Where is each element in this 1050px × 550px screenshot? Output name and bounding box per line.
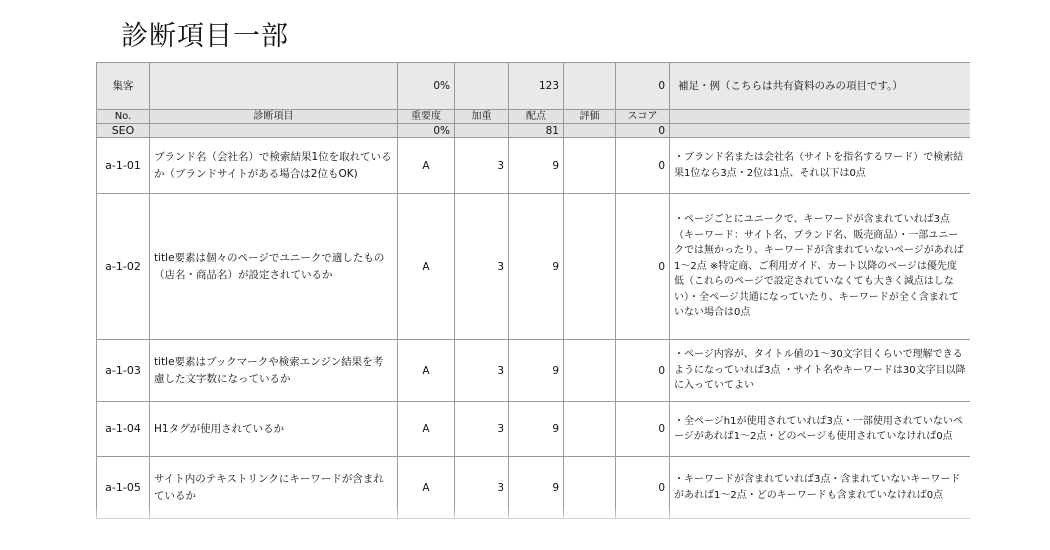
row-note: ・全ページh1が使用されていれば3点・一部使用されていないページがあれば1〜2点・どのページも使用されていなければ0点 — [670, 402, 971, 457]
table-row — [97, 138, 971, 194]
group-score: 0 — [616, 63, 670, 110]
seo-rating-cell — [564, 124, 616, 138]
group-importance: 0% — [398, 63, 455, 110]
row-importance: A — [398, 138, 455, 194]
row-item: ブランド名（会社名）で検索結果1位を取れているか（ブランドサイトがある場合は2位もOK) — [150, 138, 398, 194]
row-score: 0 — [616, 340, 670, 402]
row-note: ・ページごとにユニークで、キーワードが含まれていれば3点（キーワード：サイト名、ブランド名、販売商品）・一部ユニークでは無かったり、キーワードが含まれていないページがあれば1〜2点 ※特定商、ご利用ガイド、カート以降のページは優先度低（これらのページで設定されていなくても大きく減点はしない）・全ページ共通になっていたり、キーワードが全く含まれていない場合は0点 — [670, 194, 971, 340]
row-score: 0 — [616, 194, 670, 340]
seo-points: 81 — [509, 124, 564, 138]
group-points: 123 — [509, 63, 564, 110]
row-points: 9 — [509, 340, 564, 402]
row-no: a-1-01 — [97, 138, 150, 194]
row-no: a-1-04 — [97, 402, 150, 457]
row-weight: 3 — [455, 457, 509, 519]
group-row — [97, 63, 971, 110]
row-points: 9 — [509, 138, 564, 194]
table-row — [97, 194, 971, 340]
row-note: ・ブランド名または会社名（サイトを指名するワード）で検索結果1位なら3点・2位は1点、それ以下は0点 — [670, 138, 971, 194]
row-rating — [564, 340, 616, 402]
col-importance-header: 重要度 — [398, 110, 455, 124]
row-score: 0 — [616, 402, 670, 457]
row-weight: 3 — [455, 194, 509, 340]
col-note-header — [670, 110, 971, 124]
row-note: ・ページ内容が、タイトル値の1〜30文字目くらいで理解できるようになっていれば3点 ・サイト名やキーワードは30文字目以降に入っていてよい — [670, 340, 971, 402]
row-item: title要素は個々のページでユニークで適したもの（店名・商品名）が設定されているか — [150, 194, 398, 340]
col-points-header: 配点 — [509, 110, 564, 124]
table-row — [97, 340, 971, 402]
group-weight-cell — [455, 63, 509, 110]
col-no-header: No. — [97, 110, 150, 124]
seo-item-cell — [150, 124, 398, 138]
row-item: title要素はブックマークや検索エンジン結果を考慮した文字数になっているか — [150, 340, 398, 402]
row-points: 9 — [509, 402, 564, 457]
diagnosis-table — [96, 62, 970, 519]
seo-importance: 0% — [398, 124, 455, 138]
row-rating — [564, 402, 616, 457]
col-weight-header: 加重 — [455, 110, 509, 124]
group-item-cell — [150, 63, 398, 110]
row-points: 9 — [509, 194, 564, 340]
row-importance: A — [398, 402, 455, 457]
diagnosis-sheet — [96, 62, 970, 528]
row-points: 9 — [509, 457, 564, 519]
row-weight: 3 — [455, 340, 509, 402]
row-weight: 3 — [455, 138, 509, 194]
header-row — [97, 110, 971, 124]
row-importance: A — [398, 457, 455, 519]
seo-score: 0 — [616, 124, 670, 138]
group-rating-cell — [564, 63, 616, 110]
col-rating-header: 評価 — [564, 110, 616, 124]
col-score-header: スコア — [616, 110, 670, 124]
row-no: a-1-05 — [97, 457, 150, 519]
row-no: a-1-03 — [97, 340, 150, 402]
row-importance: A — [398, 194, 455, 340]
row-rating — [564, 194, 616, 340]
row-item: サイト内のテキストリンクにキーワードが含まれているか — [150, 457, 398, 519]
seo-note-cell — [670, 124, 971, 138]
bottom-fade — [96, 506, 970, 530]
seo-row — [97, 124, 971, 138]
row-score: 0 — [616, 138, 670, 194]
row-no: a-1-02 — [97, 194, 150, 340]
row-rating — [564, 138, 616, 194]
page-title: 診断項目一部 — [121, 21, 289, 52]
seo-weight-cell — [455, 124, 509, 138]
row-score: 0 — [616, 457, 670, 519]
row-note: ・キーワードが含まれていれば3点・含まれていないキーワードがあれば1〜2点・どのキーワードも含まれていなければ0点 — [670, 457, 971, 519]
table-row — [97, 402, 971, 457]
group-note: 補足・例（こちらは共有資料のみの項目です。） — [670, 63, 971, 110]
row-importance: A — [398, 340, 455, 402]
col-item-header: 診断項目 — [150, 110, 398, 124]
row-item: H1タグが使用されているか — [150, 402, 398, 457]
seo-label: SEO — [97, 124, 150, 138]
group-label: 集客 — [97, 63, 150, 110]
row-weight: 3 — [455, 402, 509, 457]
